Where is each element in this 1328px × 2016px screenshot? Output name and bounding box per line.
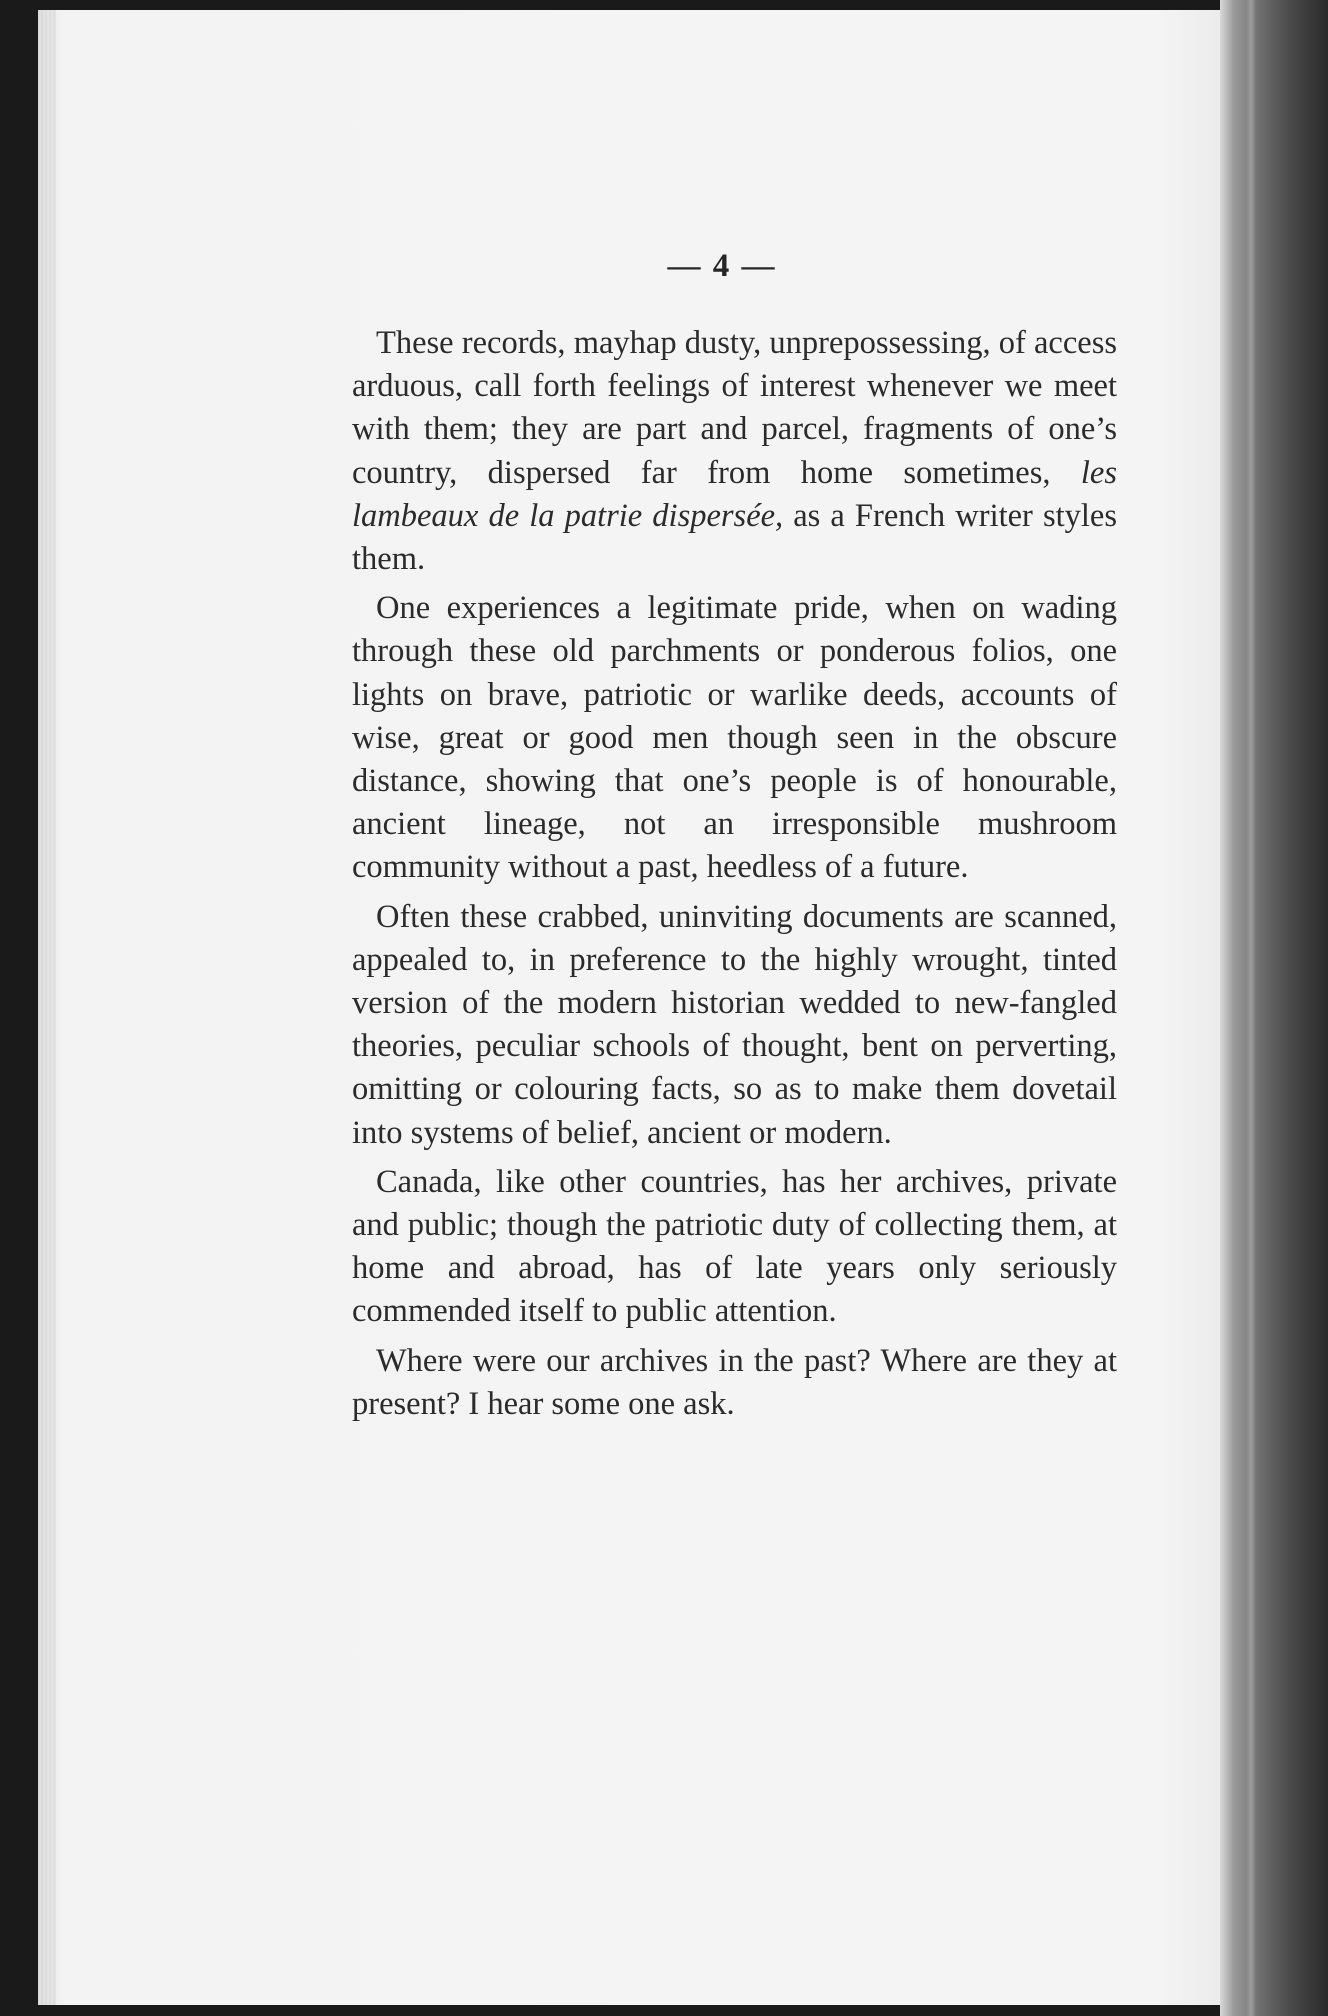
paragraph-1	[352, 322, 1117, 581]
spine-highlight	[1246, 0, 1256, 2016]
paragraph-3: Often these crabbed, uninviting documents are scanned, appealed to, in preference to the highly wrought, tinted version of the modern historian wedded to new-fangled theories, peculiar schools of thought, bent on perverting, omitting or colouring facts, so as to make them dovetail into systems of belief, ancient or modern.	[352, 898, 1117, 1151]
book-spine	[1220, 0, 1328, 2016]
paragraph-1-italic-quote: les lambeaux de la patrie dispersée,	[352, 454, 1117, 534]
paragraph-5: Where were our archives in the past? Where are they at present? I hear some one ask.	[352, 1342, 1117, 1422]
body-text	[352, 322, 1117, 1426]
paragraph-2: One experiences a legitimate pride, when on wading through these old parchments or ponderous folios, one lights on brave, patriotic or warlike deeds, accounts of wise, great or good men though seen in the obscure distance, showing that one’s people is of honourable, ancient lineage, not an irresponsible mushroom community without a past, heedless of a future.	[352, 590, 1117, 886]
paragraph-4: Canada, like other countries, has her archives, private and public; though the patriotic duty of collecting them, at home and abroad, has of late years only seriously commended itself to public attention.	[352, 1163, 1117, 1330]
page-stack-edge	[38, 10, 56, 2005]
paragraph-1-text-end: as a French writer styles them.	[352, 497, 1117, 578]
page-number: — 4 —	[667, 248, 777, 284]
paragraph-1-text: These records, mayhap dusty, unprepossessing, of access arduous, call forth feelings of interest whenever we meet with them; they are part and parcel, fragments of one’s country, dispersed far from home sometimes,	[352, 325, 1117, 491]
